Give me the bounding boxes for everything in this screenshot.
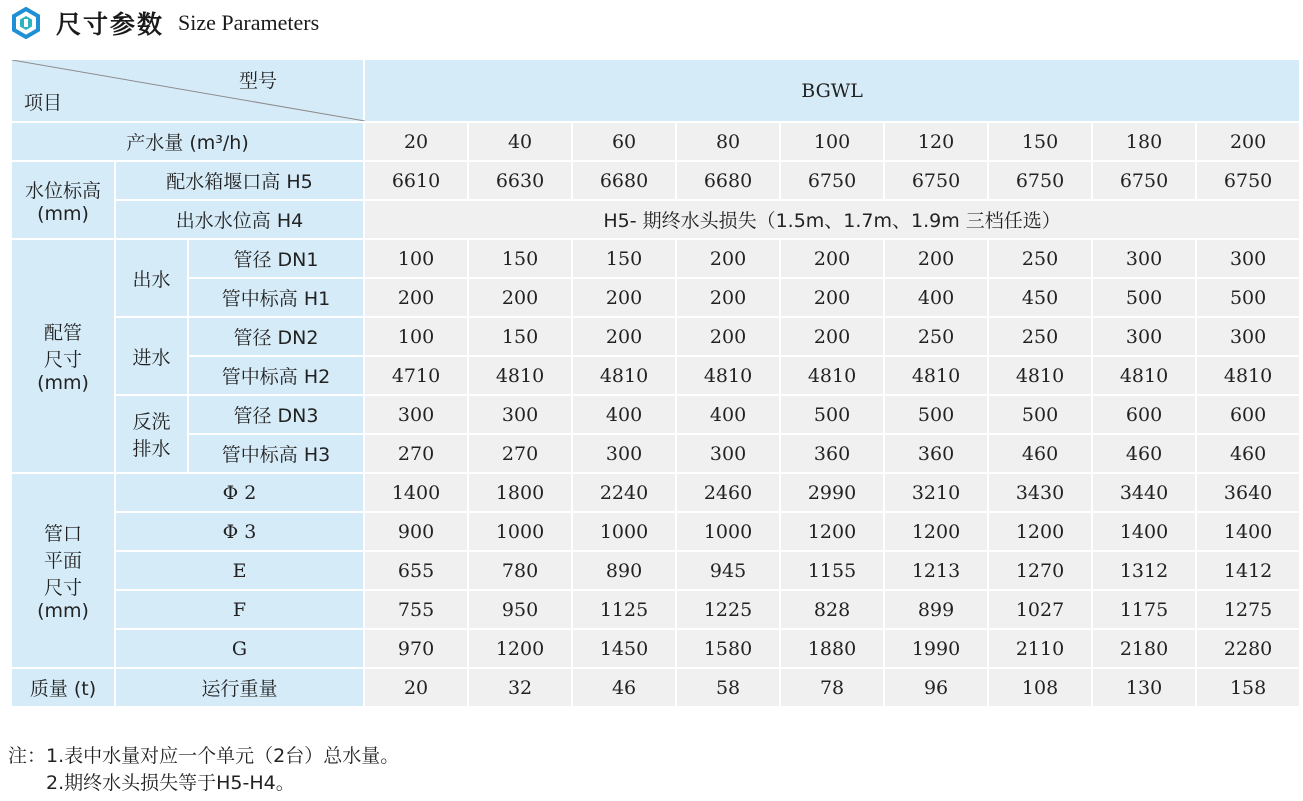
group-label-line: 排水 [132,438,171,460]
value-cell: 780 [468,551,572,590]
value-cell: 158 [1196,668,1300,707]
value-cell: 150 [988,122,1092,161]
value-cell: 108 [988,668,1092,707]
pipe-row [11,239,1300,278]
row-label: Φ 2 [115,473,364,512]
value-cell: 1400 [364,473,468,512]
value-cell: 600 [1092,395,1196,434]
value-cell: 150 [468,239,572,278]
value-cell: 655 [364,551,468,590]
value-cell: 180 [1092,122,1196,161]
logo-icon [10,7,42,39]
value-cell: 2460 [676,473,780,512]
value-cell: 1225 [676,590,780,629]
value-cell: 450 [988,278,1092,317]
value-cell: 1580 [676,629,780,668]
value-cell: 200 [780,317,884,356]
h4-row [11,200,1300,239]
value-cell: 755 [364,590,468,629]
group-label-line: 尺寸 [43,577,82,599]
value-cell: 1000 [572,512,676,551]
h5-label: 配水箱堰口高 H5 [115,161,364,200]
value-cell: 4810 [988,356,1092,395]
value-cell: 150 [468,317,572,356]
value-cell: 130 [1092,668,1196,707]
value-cell: 970 [364,629,468,668]
value-cell: 2110 [988,629,1092,668]
value-cell: 400 [884,278,988,317]
value-cell: 200 [676,278,780,317]
value-cell: 6610 [364,161,468,200]
value-cell: 2990 [780,473,884,512]
value-cell: 400 [572,395,676,434]
value-cell: 200 [572,278,676,317]
value-cell: 100 [780,122,884,161]
value-cell: 300 [1196,317,1300,356]
value-cell: 1412 [1196,551,1300,590]
backwash-label [115,395,188,473]
value-cell: 1450 [572,629,676,668]
value-cell: 500 [988,395,1092,434]
value-cell: 1200 [988,512,1092,551]
pipe-row [11,356,1300,395]
weight-label: 运行重量 [115,668,364,707]
value-cell: 46 [572,668,676,707]
value-cell: 6680 [676,161,780,200]
value-cell: 4810 [1092,356,1196,395]
value-cell: 3430 [988,473,1092,512]
value-cell: 200 [884,239,988,278]
row-label: 管中标高 H1 [188,278,364,317]
pipe-row [11,317,1300,356]
h5-row [11,161,1300,200]
group-label-line: 水位标高 [24,179,101,202]
note-2: 2.期终水头损失等于H5-H4。 [46,772,295,794]
value-cell: 1800 [468,473,572,512]
value-cell: 200 [676,317,780,356]
value-cell: 360 [780,434,884,473]
row-label: 管径 DN2 [188,317,364,356]
value-cell: 300 [1092,239,1196,278]
row-label: E [115,551,364,590]
plane-row [11,512,1300,551]
value-cell: 4810 [572,356,676,395]
value-cell: 200 [780,278,884,317]
model-name-cell: BGWL [364,59,1300,122]
value-cell: 3640 [1196,473,1300,512]
value-cell: 460 [1092,434,1196,473]
value-cell: 80 [676,122,780,161]
mass-label: 质量 (t) [11,668,115,707]
value-cell: 2240 [572,473,676,512]
title-cn: 尺寸参数 [56,10,165,39]
plane-group [11,473,115,668]
value-cell: 270 [364,434,468,473]
value-cell: 200 [1196,122,1300,161]
value-cell: 4810 [468,356,572,395]
value-cell: 3440 [1092,473,1196,512]
value-cell: 500 [1092,278,1196,317]
value-cell: 500 [780,395,884,434]
value-cell: 100 [364,317,468,356]
value-cell: 300 [468,395,572,434]
value-cell: 1312 [1092,551,1196,590]
value-cell: 32 [468,668,572,707]
group-label-line: 配管 [43,322,82,344]
value-cell: 950 [468,590,572,629]
note-1: 注：1.表中水量对应一个单元（2台）总水量。 [8,745,400,767]
value-cell: 1400 [1196,512,1300,551]
group-label-line: 管口 [43,523,82,545]
value-cell: 828 [780,590,884,629]
value-cell: 500 [1196,278,1300,317]
value-cell: 360 [884,434,988,473]
pipe-row [11,434,1300,473]
value-cell: 1027 [988,590,1092,629]
value-cell: 150 [572,239,676,278]
title-en: Size Parameters [178,10,320,35]
value-cell: 200 [780,239,884,278]
value-cell: 1000 [676,512,780,551]
value-cell: 1270 [988,551,1092,590]
value-cell: 4710 [364,356,468,395]
plane-row [11,629,1300,668]
value-cell: 250 [884,317,988,356]
value-cell: 1400 [1092,512,1196,551]
pipe-row [11,278,1300,317]
value-cell: 200 [676,239,780,278]
item-label: 项目 [24,92,63,114]
value-cell: 1125 [572,590,676,629]
size-parameter-table [10,58,1301,708]
value-cell: 6750 [780,161,884,200]
pipe-group [11,239,115,473]
model-label: 型号 [239,70,278,92]
group-label-line: 反洗 [132,411,171,433]
plane-row [11,590,1300,629]
notes [8,743,399,797]
value-cell: 300 [1092,317,1196,356]
value-cell: 120 [884,122,988,161]
value-cell: 1200 [468,629,572,668]
plane-row [11,551,1300,590]
value-cell: 6750 [1196,161,1300,200]
header-row [11,59,1300,122]
value-cell: 60 [572,122,676,161]
row-label: F [115,590,364,629]
outlet-label: 出水 [115,239,188,317]
value-cell: 4810 [884,356,988,395]
value-cell: 4810 [676,356,780,395]
value-cell: 460 [1196,434,1300,473]
value-cell: 300 [676,434,780,473]
value-cell: 270 [468,434,572,473]
value-cell: 6680 [572,161,676,200]
group-label-line: 平面 [43,550,82,572]
value-cell: 945 [676,551,780,590]
value-cell: 300 [364,395,468,434]
capacity-row [11,122,1300,161]
value-cell: 300 [1196,239,1300,278]
value-cell: 250 [988,317,1092,356]
value-cell: 20 [364,122,468,161]
value-cell: 890 [572,551,676,590]
value-cell: 96 [884,668,988,707]
value-cell: 899 [884,590,988,629]
value-cell: 20 [364,668,468,707]
row-label: 管径 DN3 [188,395,364,434]
value-cell: 900 [364,512,468,551]
plane-row [11,473,1300,512]
diagonal-header-cell [11,59,364,122]
value-cell: 1175 [1092,590,1196,629]
value-cell: 2280 [1196,629,1300,668]
value-cell: 2180 [1092,629,1196,668]
value-cell: 4810 [780,356,884,395]
h4-value: H5- 期终水头损失（1.5m、1.7m、1.9m 三档任选） [364,200,1300,239]
value-cell: 1200 [884,512,988,551]
inlet-label: 进水 [115,317,188,395]
row-label: G [115,629,364,668]
page-title [10,4,319,42]
row-label: Φ 3 [115,512,364,551]
value-cell: 6750 [884,161,988,200]
row-label: 管中标高 H3 [188,434,364,473]
value-cell: 6750 [988,161,1092,200]
value-cell: 4810 [1196,356,1300,395]
water-level-group [11,161,115,239]
value-cell: 250 [988,239,1092,278]
mass-row [11,668,1300,707]
group-label-line: (mm) [37,600,89,622]
value-cell: 1880 [780,629,884,668]
group-unit: (mm) [37,202,89,225]
capacity-label: 产水量 (m³/h) [11,122,364,161]
value-cell: 78 [780,668,884,707]
value-cell: 6630 [468,161,572,200]
pipe-row [11,395,1300,434]
value-cell: 1275 [1196,590,1300,629]
value-cell: 500 [884,395,988,434]
value-cell: 1990 [884,629,988,668]
h4-label: 出水水位高 H4 [115,200,364,239]
value-cell: 100 [364,239,468,278]
value-cell: 1200 [780,512,884,551]
value-cell: 200 [572,317,676,356]
diagonal-line [12,60,365,121]
value-cell: 58 [676,668,780,707]
value-cell: 600 [1196,395,1300,434]
group-label-line: 尺寸 [43,349,82,371]
value-cell: 400 [676,395,780,434]
value-cell: 6750 [1092,161,1196,200]
value-cell: 40 [468,122,572,161]
row-label: 管径 DN1 [188,239,364,278]
value-cell: 460 [988,434,1092,473]
value-cell: 3210 [884,473,988,512]
value-cell: 1000 [468,512,572,551]
value-cell: 1213 [884,551,988,590]
value-cell: 300 [572,434,676,473]
value-cell: 200 [468,278,572,317]
value-cell: 1155 [780,551,884,590]
group-label-line: (mm) [37,372,89,394]
value-cell: 200 [364,278,468,317]
row-label: 管中标高 H2 [188,356,364,395]
